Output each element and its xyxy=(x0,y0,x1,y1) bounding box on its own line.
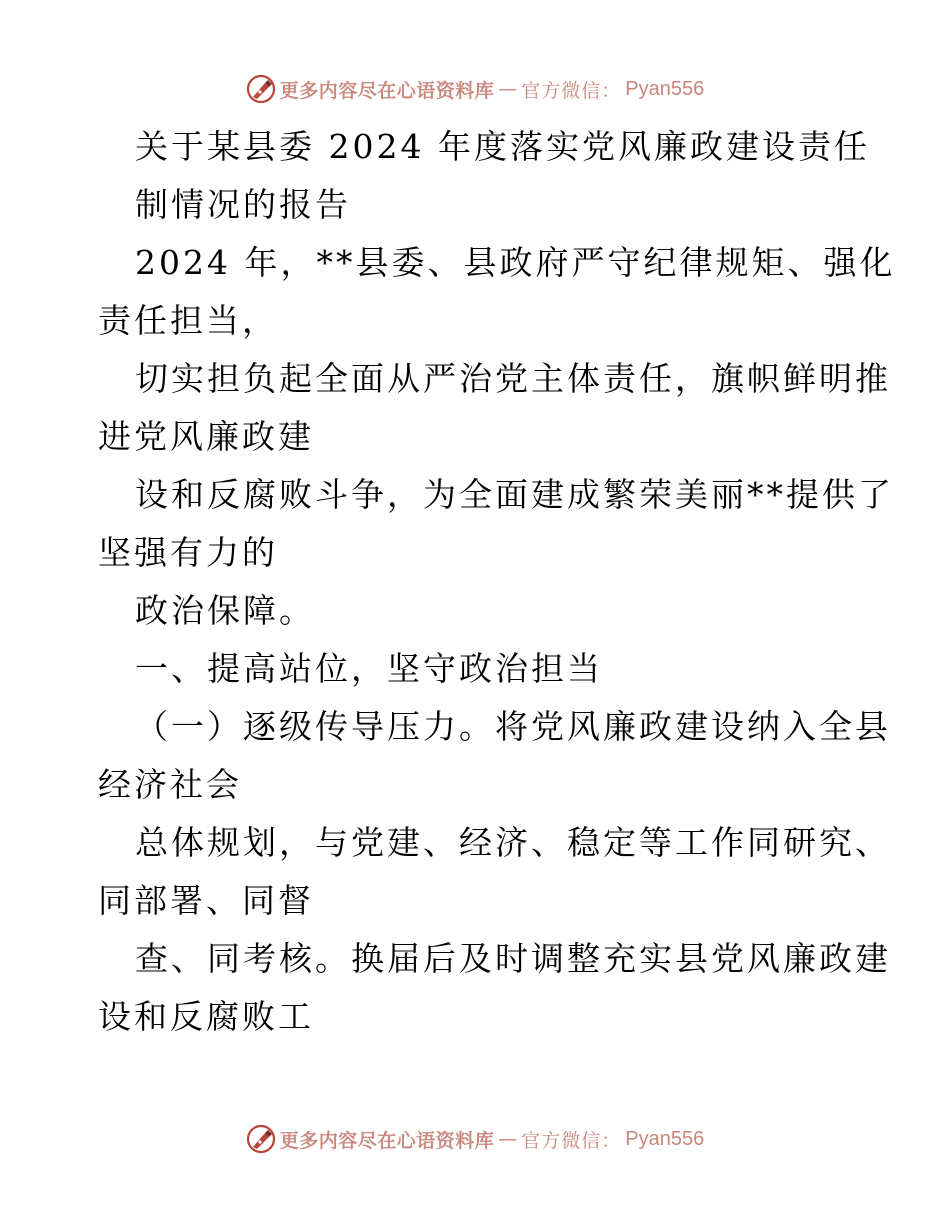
document-body xyxy=(98,118,896,1046)
watermark-id-text: Pyan556 xyxy=(625,1127,705,1150)
pen-nib-logo-icon xyxy=(246,1124,276,1154)
watermark-separator: — xyxy=(498,1128,518,1150)
doc-line: （一）逐级传导压力。将党风廉政建设纳入全县 xyxy=(135,707,891,746)
doc-line: 政治保障。 xyxy=(135,591,315,630)
watermark-main-text: 更多内容尽在心语资料库 xyxy=(279,79,495,102)
doc-line: 查、同考核。换届后及时调整充实县党风廉政建 xyxy=(135,939,891,978)
doc-line: 关于某县委 2024 年度落实党风廉政建设责任 xyxy=(135,127,870,166)
watermark-sub-text: 官方微信： xyxy=(521,79,622,102)
doc-line: 一、提高站位，坚守政治担当 xyxy=(135,649,603,688)
footer-watermark xyxy=(0,1122,950,1156)
doc-line: 设和反腐败斗争，为全面建成繁荣美丽**提供了 xyxy=(135,475,894,514)
watermark-sub-text: 官方微信： xyxy=(521,1129,622,1152)
doc-line: 切实担负起全面从严治党主体责任，旗帜鲜明推 xyxy=(135,359,891,398)
doc-line: 2024 年，**县委、县政府严守纪律规矩、强化 xyxy=(135,243,896,282)
watermark-id-text: Pyan556 xyxy=(625,77,705,100)
doc-line: 同部署、同督 xyxy=(98,881,314,920)
doc-line: 责任担当， xyxy=(98,301,278,340)
pen-nib-logo-icon xyxy=(246,74,276,104)
doc-line: 制情况的报告 xyxy=(135,185,351,224)
watermark-main-text: 更多内容尽在心语资料库 xyxy=(279,1129,495,1152)
doc-line: 进党风廉政建 xyxy=(98,417,314,456)
footer-watermark-content xyxy=(246,1124,705,1154)
doc-line: 经济社会 xyxy=(98,765,242,804)
doc-line: 设和反腐败工 xyxy=(98,997,314,1036)
doc-line: 总体规划，与党建、经济、稳定等工作同研究、 xyxy=(135,823,891,862)
watermark-separator: — xyxy=(498,78,518,100)
header-watermark xyxy=(0,72,950,106)
doc-line: 坚强有力的 xyxy=(98,533,278,572)
header-watermark-content xyxy=(246,74,705,104)
